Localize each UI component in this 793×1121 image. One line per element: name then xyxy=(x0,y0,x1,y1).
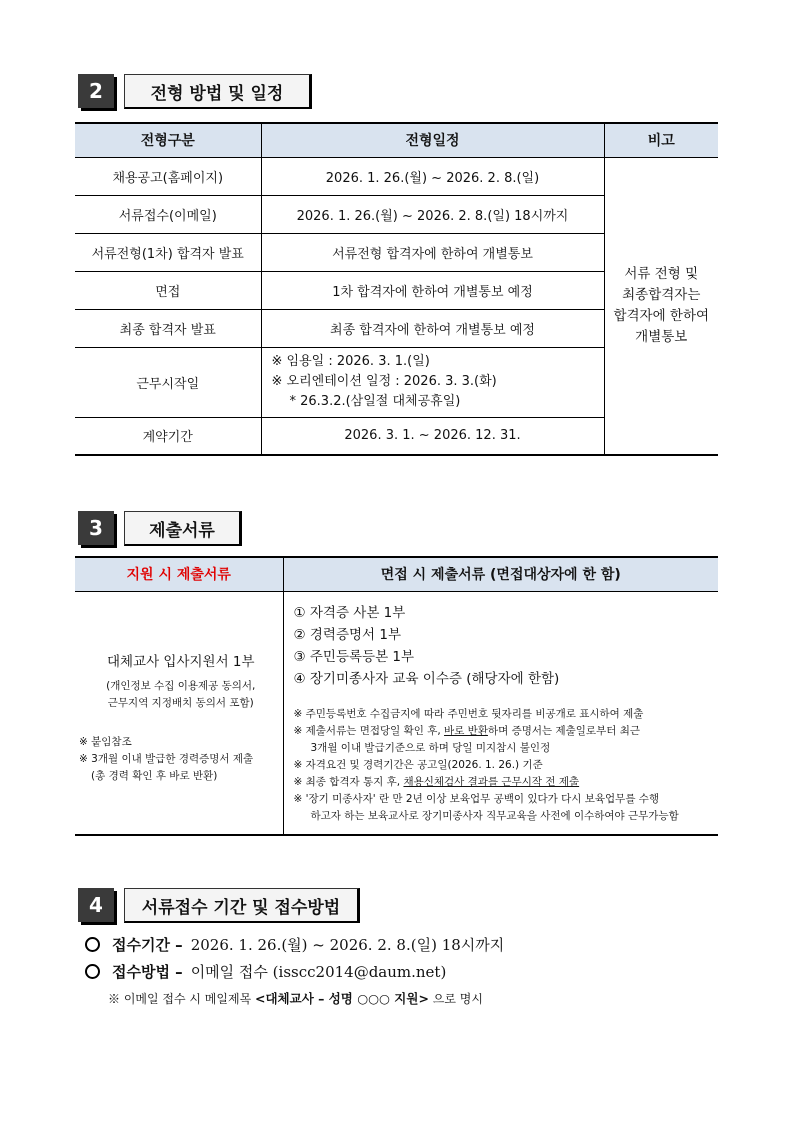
circle-bullet-icon xyxy=(85,964,100,979)
row-schedule: 2026. 1. 26.(월) ~ 2026. 2. 8.(일) 18시까지 xyxy=(261,195,604,233)
submission-method xyxy=(85,961,446,982)
section2-title: 전형 방법 및 일정 xyxy=(124,74,312,109)
apply-main: 대체교사 입사지원서 1부 xyxy=(106,653,255,670)
doc-note: ※ 자격요건 및 경력기간은 공고일(2026. 1. 26.) 기준 xyxy=(293,758,543,771)
interview-docs-cell xyxy=(283,591,718,835)
section2-header xyxy=(78,74,312,108)
remark-line: 개별통보 xyxy=(635,328,688,345)
row-schedule: 2026. 3. 1. ~ 2026. 12. 31. xyxy=(261,417,604,455)
header-remark: 비고 xyxy=(604,123,718,157)
remark-line: 합격자에 한하여 xyxy=(613,307,710,324)
row-schedule: 최종 합격자에 한하여 개별통보 예정 xyxy=(261,309,604,347)
remark-line: 최종합격자는 xyxy=(622,286,701,303)
header-schedule: 전형일정 xyxy=(261,123,604,157)
remark-cell xyxy=(604,157,718,455)
row-label: 최종 합격자 발표 xyxy=(75,309,261,347)
schedule-table xyxy=(75,122,718,456)
apply-sub: (개인정보 수집 이용제공 동의서, xyxy=(106,679,256,692)
doc-item: ① 자격증 사본 1부 xyxy=(293,604,406,621)
doc-note: 3개월 이내 발급기준으로 하며 당일 미지참시 불인정 xyxy=(310,741,551,754)
doc-note: 하고자 하는 보육교사로 장기미종사자 직무교육을 사전에 이수하여야 근무가능함 xyxy=(310,809,679,822)
schedule-line: ※ 임용일 : 2026. 3. 1.(일) xyxy=(271,354,430,369)
schedule-line: ※ 오리엔테이션 일정 : 2026. 3. 3.(화) xyxy=(271,374,497,389)
row-schedule: 2026. 1. 26.(월) ~ 2026. 2. 8.(일) xyxy=(261,157,604,195)
doc-note: ※ 제출서류는 면접당일 확인 후, 바로 반환하며 증명서는 제출일로부터 최근 xyxy=(293,724,640,737)
circle-bullet-icon xyxy=(85,937,100,952)
doc-note: ※ '장기 미종사자' 란 만 2년 이상 보육업무 공백이 있다가 다시 보육업무를 수행 xyxy=(293,792,660,805)
section3-header xyxy=(78,511,242,545)
section2-number: 2 xyxy=(78,74,114,108)
table-row xyxy=(75,157,718,195)
apply-sub: 근무지역 지정배치 동의서 포함) xyxy=(107,696,254,709)
section3-title: 제출서류 xyxy=(124,511,242,546)
apply-note: (총 경력 확인 후 바로 반환) xyxy=(91,769,218,782)
doc-note: ※ 주민등록번호 수집금지에 따라 주민번호 뒷자리를 비공개로 표시하여 제출 xyxy=(293,707,644,720)
apply-docs-cell xyxy=(75,591,283,835)
row-schedule: 서류전형 합격자에 한하여 개별통보 xyxy=(261,233,604,271)
header-apply-docs: 지원 시 제출서류 xyxy=(75,557,283,591)
submission-period xyxy=(85,934,504,955)
header-category: 전형구분 xyxy=(75,123,261,157)
apply-note: ※ 붙임참조 xyxy=(79,735,132,748)
doc-item: ② 경력증명서 1부 xyxy=(293,626,402,643)
section4-title: 서류접수 기간 및 접수방법 xyxy=(124,888,360,923)
method-value: 이메일 접수 (isscc2014@daum.net) xyxy=(190,963,447,981)
row-label: 채용공고(홈페이지) xyxy=(75,157,261,195)
apply-note: ※ 3개월 이내 발급한 경력증명서 제출 xyxy=(79,752,254,765)
section3-number: 3 xyxy=(78,511,114,545)
row-schedule: 1차 합격자에 한하여 개별통보 예정 xyxy=(261,271,604,309)
section4-header xyxy=(78,888,360,922)
email-subject-note: ※ 이메일 접수 시 메일제목 <대체교사 – 성명 ○○○ 지원> 으로 명시 xyxy=(108,991,483,1006)
row-label: 서류전형(1차) 합격자 발표 xyxy=(75,233,261,271)
method-label: 접수방법 – xyxy=(112,963,183,981)
remark-line: 서류 전형 및 xyxy=(624,265,699,282)
period-value: 2026. 1. 26.(월) ~ 2026. 2. 8.(일) 18시까지 xyxy=(190,936,505,954)
row-label: 서류접수(이메일) xyxy=(75,195,261,233)
row-label: 면접 xyxy=(75,271,261,309)
row-label: 계약기간 xyxy=(75,417,261,455)
doc-note: ※ 최종 합격자 통지 후, 채용신체검사 결과를 근무시작 전 제출 xyxy=(293,775,580,788)
doc-item: ④ 장기미종사자 교육 이수증 (해당자에 한함) xyxy=(293,670,560,687)
period-label: 접수기간 – xyxy=(112,936,183,954)
doc-item: ③ 주민등록등본 1부 xyxy=(293,648,415,665)
schedule-line: * 26.3.2.(삼일절 대체공휴일) xyxy=(289,394,461,409)
row-schedule xyxy=(261,347,604,417)
documents-table xyxy=(75,556,718,836)
section4-number: 4 xyxy=(78,888,114,922)
header-interview-docs: 면접 시 제출서류 (면접대상자에 한 함) xyxy=(283,557,718,591)
row-label: 근무시작일 xyxy=(75,347,261,417)
